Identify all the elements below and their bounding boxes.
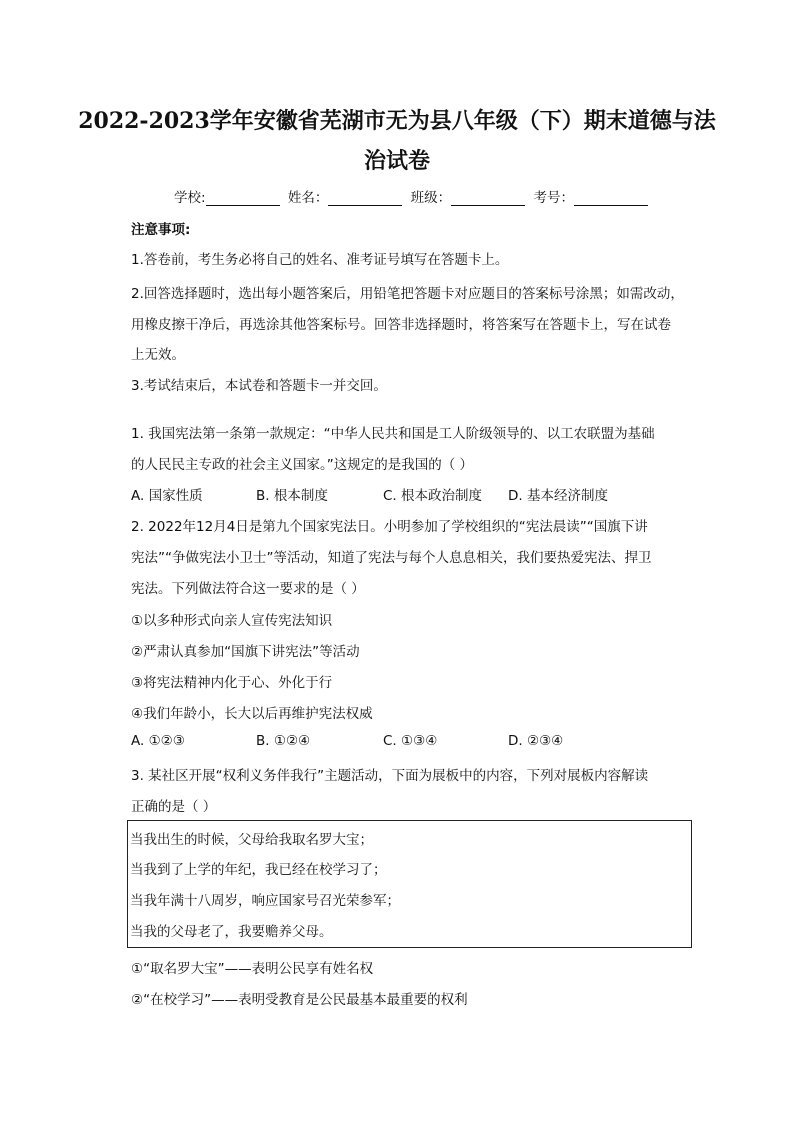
q1-stem-a: 1. 我国宪法第一条第一款规定：“中华人民共和国是工人阶级领导的、以工农联盟为基础 xyxy=(131,426,655,442)
notice-item-2c: 上无效。 xyxy=(131,347,185,363)
student-info-row xyxy=(174,186,674,206)
q1-option-d[interactable]: D. 基本经济制度 xyxy=(508,488,608,504)
board-line-2: 当我到了上学的年纪，我已经在校学习了； xyxy=(130,862,387,878)
board-line-1: 当我出生的时候，父母给我取名罗大宝； xyxy=(130,832,373,848)
q2-item-3: ③将宪法精神内化于心、外化于行 xyxy=(131,675,333,691)
q2-item-4: ④我们年龄小，长大以后再维护宪法权威 xyxy=(131,706,373,722)
name-blank[interactable] xyxy=(328,192,402,206)
notice-item-2a: 2.回答选择题时，选出每小题答案后，用铅笔把答题卡对应题目的答案标号涂黑；如需改动， xyxy=(131,286,684,302)
exam-title-line1: 2022-2023学年安徽省芜湖市无为县八年级（下）期末道德与法 xyxy=(78,108,716,134)
q3-item-2: ②“在校学习”——表明受教育是公民最基本最重要的权利 xyxy=(131,992,468,1008)
q2-option-c[interactable]: C. ①③④ xyxy=(383,733,438,749)
q1-stem-b: 的人民民主专政的社会主义国家。”这规定的是我国的（ ） xyxy=(131,457,474,473)
class-blank[interactable] xyxy=(451,192,525,206)
q2-stem-a: 2. 2022年12月4日是第九个国家宪法日。小明参加了学校组织的“宪法晨读”“国旗下讲 xyxy=(131,519,648,535)
notice-item-2b: 用橡皮擦干净后，再选涂其他答案标号。回答非选择题时，将答案写在答题卡上，写在试卷 xyxy=(131,317,671,333)
q1-option-a[interactable]: A. 国家性质 xyxy=(131,488,203,504)
school-label: 学校: xyxy=(174,190,206,206)
exam-title-line2: 治试卷 xyxy=(363,148,430,174)
q3-display-board xyxy=(127,820,692,948)
q1-option-c[interactable]: C. 根本政治制度 xyxy=(383,488,483,504)
exam-no-label: 考号： xyxy=(533,190,574,206)
notice-item-1: 1.答卷前，考生务必将自己的姓名、准考证号填写在答题卡上。 xyxy=(131,252,509,268)
q2-item-1: ①以多种形式向亲人宣传宪法知识 xyxy=(131,613,333,629)
notice-item-3: 3.考试结束后，本试卷和答题卡一并交回。 xyxy=(131,378,387,394)
q3-item-1: ①“取名罗大宝”——表明公民享有姓名权 xyxy=(131,961,374,977)
exam-no-blank[interactable] xyxy=(574,192,648,206)
board-line-3: 当我年满十八周岁，响应国家号召光荣参军； xyxy=(130,893,400,909)
board-line-4: 当我的父母老了，我要赡养父母。 xyxy=(130,924,333,940)
q1-option-b[interactable]: B. 根本制度 xyxy=(256,488,328,504)
class-label: 班级： xyxy=(410,190,452,206)
q3-stem-b: 正确的是（ ） xyxy=(131,799,217,815)
q2-option-a[interactable]: A. ①②③ xyxy=(131,733,185,749)
q2-item-2: ②严肃认真参加“国旗下讲宪法”等活动 xyxy=(131,644,360,660)
q3-stem-a: 3. 某社区开展“权利义务伴我行”主题活动，下面为展板中的内容，下列对展板内容解读 xyxy=(131,768,649,784)
notice-heading: 注意事项: xyxy=(131,222,191,238)
name-label: 姓名： xyxy=(287,190,329,206)
q2-stem-b: 宪法”“争做宪法小卫士”等活动，知道了宪法与每个人息息相关，我们要热爱宪法、捍卫 xyxy=(131,550,652,566)
q2-stem-c: 宪法。下列做法符合这一要求的是（ ） xyxy=(131,581,365,597)
school-blank[interactable] xyxy=(206,192,280,206)
q2-option-d[interactable]: D. ②③④ xyxy=(508,733,564,749)
q2-option-b[interactable]: B. ①②④ xyxy=(256,733,311,749)
